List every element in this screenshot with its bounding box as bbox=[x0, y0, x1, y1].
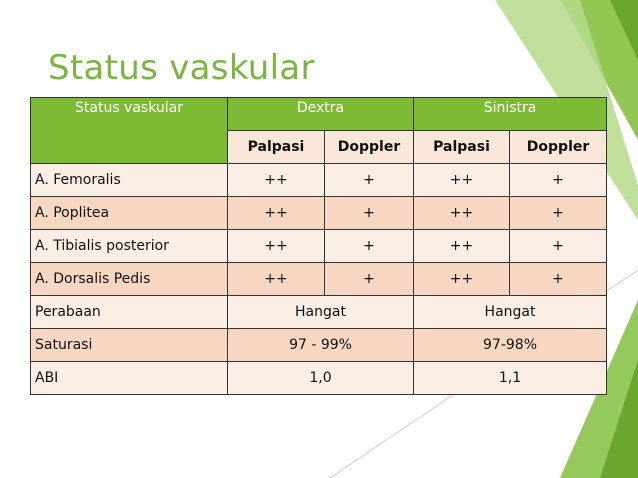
vascular-status-table bbox=[30, 97, 607, 395]
row-label: Perabaan bbox=[31, 296, 228, 329]
cell-dextra-palpasi: ++ bbox=[228, 230, 325, 263]
cell-sinistra-doppler: + bbox=[510, 230, 607, 263]
row-label: A. Femoralis bbox=[31, 164, 228, 197]
cell-sinistra-palpasi: ++ bbox=[414, 263, 510, 296]
row-label: Saturasi bbox=[31, 329, 228, 362]
subheader-sinistra-doppler: Doppler bbox=[510, 131, 607, 164]
slide-title: Status vaskular bbox=[48, 48, 315, 88]
cell-sinistra-palpasi: ++ bbox=[414, 197, 510, 230]
cell-sinistra-doppler: + bbox=[510, 263, 607, 296]
cell-dextra-doppler: + bbox=[325, 230, 414, 263]
subheader-sinistra-palpasi: Palpasi bbox=[414, 131, 510, 164]
table-row-perabaan bbox=[31, 296, 607, 329]
cell-dextra-doppler: + bbox=[325, 263, 414, 296]
cell-dextra: 97 - 99% bbox=[228, 329, 414, 362]
table-row-tibialis-posterior bbox=[31, 230, 607, 263]
header-dextra: Dextra bbox=[228, 98, 414, 131]
cell-dextra-doppler: + bbox=[325, 197, 414, 230]
cell-sinistra: Hangat bbox=[414, 296, 607, 329]
cell-sinistra-palpasi: ++ bbox=[414, 230, 510, 263]
table-row-abi bbox=[31, 362, 607, 395]
cell-dextra: 1,0 bbox=[228, 362, 414, 395]
cell-dextra-palpasi: ++ bbox=[228, 164, 325, 197]
cell-sinistra-doppler: + bbox=[510, 197, 607, 230]
row-label: ABI bbox=[31, 362, 228, 395]
table-row-saturasi bbox=[31, 329, 607, 362]
cell-sinistra: 1,1 bbox=[414, 362, 607, 395]
cell-dextra-palpasi: ++ bbox=[228, 197, 325, 230]
row-label: A. Tibialis posterior bbox=[31, 230, 228, 263]
cell-sinistra: 97-98% bbox=[414, 329, 607, 362]
cell-dextra: Hangat bbox=[228, 296, 414, 329]
row-label: A. Poplitea bbox=[31, 197, 228, 230]
cell-dextra-palpasi: ++ bbox=[228, 263, 325, 296]
table-row-poplitea bbox=[31, 197, 607, 230]
row-label: A. Dorsalis Pedis bbox=[31, 263, 228, 296]
cell-dextra-doppler: + bbox=[325, 164, 414, 197]
subheader-dextra-doppler: Doppler bbox=[325, 131, 414, 164]
table-row-dorsalis-pedis bbox=[31, 263, 607, 296]
cell-sinistra-doppler: + bbox=[510, 164, 607, 197]
cell-sinistra-palpasi: ++ bbox=[414, 164, 510, 197]
table-row-femoralis bbox=[31, 164, 607, 197]
header-status-vaskular: Status vaskular bbox=[31, 98, 228, 164]
subheader-dextra-palpasi: Palpasi bbox=[228, 131, 325, 164]
header-sinistra: Sinistra bbox=[414, 98, 607, 131]
